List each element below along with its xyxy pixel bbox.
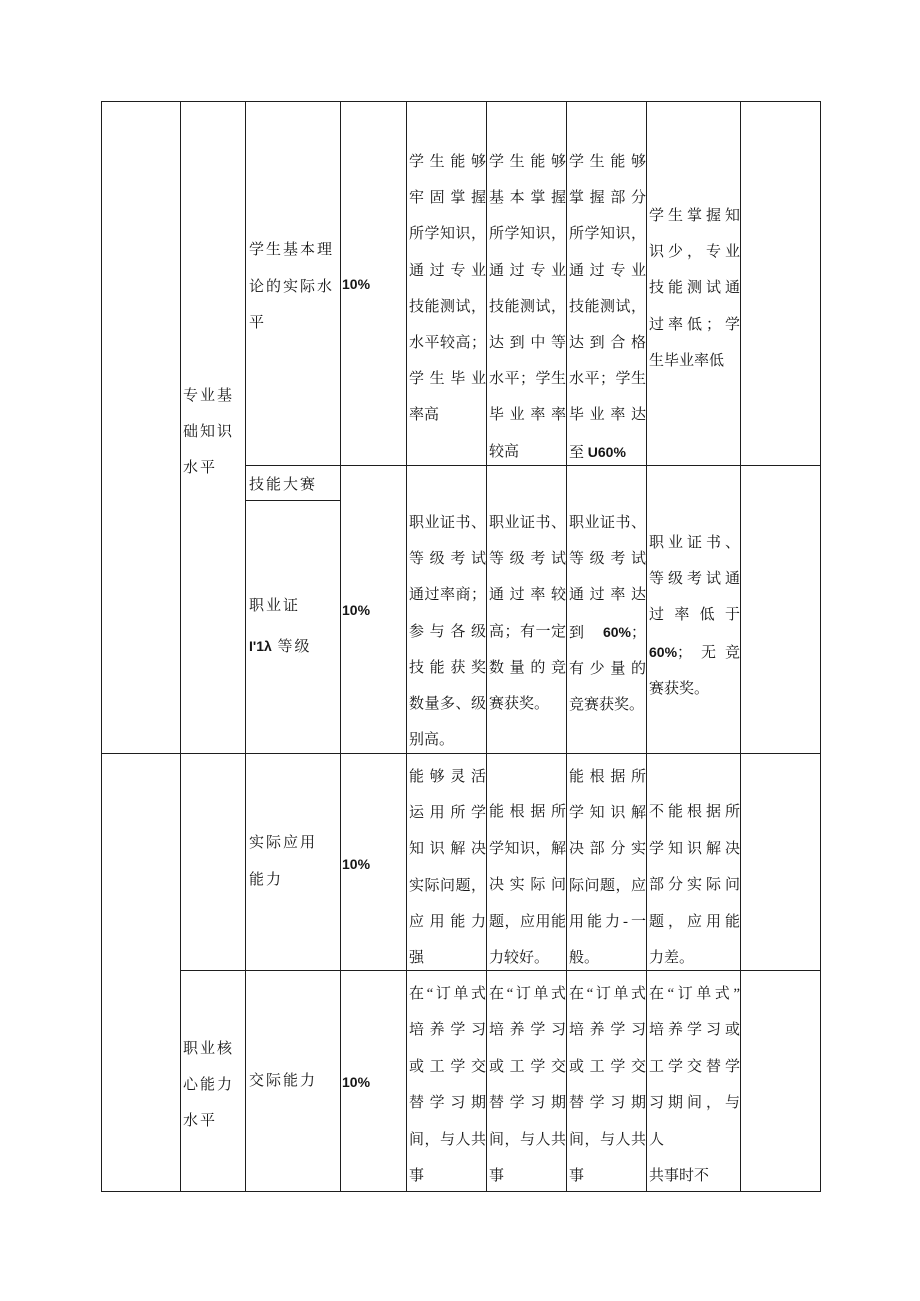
text-line: 实际问题，: [409, 877, 486, 894]
level-4-description: [649, 525, 740, 707]
text-line: 通过率较: [489, 587, 566, 604]
text-line: 事: [489, 1168, 505, 1185]
text-line: 际问题，应: [569, 877, 646, 894]
text-line: 率高: [409, 407, 440, 424]
text-line: [649, 634, 740, 671]
text-line: 或工学交: [489, 1058, 566, 1075]
text-line: 知识解决: [409, 841, 486, 858]
text-line: [569, 614, 646, 651]
blank-cell: [101, 753, 181, 1192]
text-line: 能力: [249, 871, 284, 888]
text-line: 毕业率率: [489, 407, 566, 424]
text-line: 决实际问: [489, 877, 566, 893]
level-2-description: [489, 505, 566, 722]
text-line: 间，与人共: [489, 1131, 566, 1148]
text-line: 部分实际问: [649, 877, 740, 893]
text-line: 达到中等: [489, 335, 566, 352]
text-line: 在“订单式: [409, 986, 486, 1002]
text-line: 水平；学生: [489, 371, 566, 388]
text-line: 学生能够: [569, 154, 646, 170]
text-line: 水平: [183, 460, 218, 476]
text-line: 学生能够: [409, 154, 486, 170]
text-line: 所学知识，: [409, 226, 486, 243]
bold-text: U60%: [587, 443, 626, 460]
level-2-description: [489, 144, 566, 470]
level-2-description: [489, 976, 566, 1194]
text-line: 高；有一定: [489, 623, 566, 640]
text-line: 能够灵活: [409, 769, 486, 785]
level-4-description: [649, 794, 740, 977]
level-1-description: [409, 144, 486, 434]
text-line: 学生能够: [489, 154, 566, 170]
text-line: 或工学交: [409, 1058, 486, 1075]
text-line: 在“订单式: [569, 986, 646, 1002]
text-line: 过率低；学: [649, 316, 740, 333]
blank-cell: [101, 101, 181, 754]
text-line: 决部分实: [569, 841, 646, 858]
text-line: 事: [409, 1168, 425, 1185]
level-4-description: [649, 198, 740, 379]
text-line: 交际能力: [249, 1073, 318, 1089]
text-line: 生毕业率低: [649, 352, 725, 369]
text-line: 赛获奖。: [649, 680, 710, 697]
weight-value: 10%: [342, 856, 371, 872]
level-3-description: [569, 976, 646, 1194]
bold-text: 60%: [602, 623, 631, 640]
level-3-description: [569, 144, 646, 471]
text-line: 技能测试，: [489, 298, 566, 315]
text-line: 能根据所: [489, 804, 566, 820]
text-line: 通过专业: [489, 262, 566, 279]
text-line: 学知识，解: [489, 840, 566, 857]
text-line: 技能获奖: [409, 659, 486, 676]
text-line: 工学交替学: [649, 1058, 740, 1075]
item-label: [249, 468, 339, 502]
text-line: 通过专业: [409, 262, 486, 279]
score-cell: [740, 970, 821, 1192]
text-line: 等级考试: [489, 551, 566, 568]
text-line: 培养学习: [409, 1022, 486, 1039]
text-line: 等级考试: [409, 551, 486, 568]
text-line: [569, 434, 646, 471]
text-line: 实际应用: [249, 835, 318, 851]
text-line: 通过率达: [569, 587, 646, 604]
text-line: 通过率商；: [409, 587, 486, 604]
text-line: 等级考试通: [649, 571, 740, 588]
score-cell: [740, 753, 821, 971]
text-line: 运用所学: [409, 805, 486, 822]
category-label: [183, 1031, 243, 1139]
text-segment: ；无竞: [677, 644, 740, 661]
text-line: 职业核: [183, 1041, 235, 1057]
text-line: 替学习期: [569, 1095, 646, 1112]
text-line: 或工学交: [569, 1058, 646, 1075]
text-line: 般。: [569, 950, 600, 967]
item-label: [249, 825, 339, 898]
text-line: 牢固掌握: [409, 190, 486, 207]
text-line: 识少，专业: [649, 244, 740, 261]
text-line: 技能测试通: [649, 280, 740, 297]
text-line: 间，与人共: [409, 1131, 486, 1148]
text-line: 替学习期: [489, 1095, 566, 1112]
text-line: 基本掌握: [489, 190, 566, 207]
text-line: 题，应用能: [649, 913, 740, 930]
text-line: 水平；学生: [569, 371, 646, 388]
text-line: 较高: [489, 443, 520, 460]
text-line: 学知识解: [569, 805, 646, 822]
text-line: 础知识: [183, 424, 235, 440]
level-3-description: [569, 505, 646, 723]
text-segment: 等级: [271, 639, 312, 655]
text-line: 掌握部分: [569, 190, 646, 207]
text-line: 培养学习: [489, 1022, 566, 1039]
level-2-description: [489, 794, 566, 977]
weight-value: 10%: [342, 602, 371, 618]
text-line: 赛获奖。: [489, 696, 550, 713]
text-line: 论的实际水: [249, 278, 335, 295]
text-line: 共事时不: [649, 1168, 710, 1185]
text-line: 用能力-一: [569, 913, 646, 930]
level-1-description: [409, 505, 486, 758]
text-line: 替学习期: [409, 1095, 486, 1112]
text-line: 所学知识，: [569, 226, 646, 243]
text-line: 技能测试，: [409, 298, 486, 315]
item-label: [249, 586, 339, 667]
text-line: 职业证书、: [569, 515, 646, 531]
item-label: [249, 1063, 339, 1100]
text-line: 等级考试: [569, 551, 646, 568]
text-line: 题，应用能: [489, 913, 566, 930]
text-line: 培养学习或: [649, 1022, 740, 1039]
text-line: 学生掌握知: [649, 208, 740, 224]
text-line: 数量的竞: [489, 659, 566, 676]
text-line: 竞赛获奖。: [569, 697, 645, 714]
text-segment: ；: [630, 624, 646, 641]
text-line: 技能大赛: [249, 477, 318, 493]
category-label: [183, 378, 243, 486]
text-line: 职业证书、: [409, 515, 486, 531]
text-line: 应用能力: [409, 913, 486, 930]
level-1-description: [409, 759, 486, 976]
text-line: 水平较高；: [409, 335, 486, 352]
text-line: 间，与人共: [569, 1131, 646, 1148]
text-line: 学生毕业: [409, 371, 486, 388]
text-line: 达到合格: [569, 335, 646, 352]
text-segment: 到: [569, 624, 603, 641]
text-line: 能根据所: [569, 769, 646, 785]
text-line: 参与各级: [409, 623, 486, 640]
text-line: 职业证: [249, 598, 301, 614]
level-3-description: [569, 759, 646, 976]
text-line: 强: [409, 950, 425, 967]
text-line: 所学知识，: [489, 226, 566, 243]
bold-text: I'1λ: [249, 638, 272, 654]
text-line: 习期间，与: [649, 1095, 740, 1112]
text-line: 技能测试，: [569, 298, 646, 315]
text-line: 不能根据所: [649, 804, 740, 820]
text-line: 在“订单式”: [649, 986, 740, 1002]
weight-value: 10%: [342, 276, 371, 292]
level-4-description: [649, 976, 740, 1194]
text-line: 职业证书、: [649, 535, 740, 551]
text-line: 在“订单式: [489, 986, 566, 1002]
text-line: [249, 626, 339, 667]
text-line: 通过专业: [569, 262, 646, 279]
text-line: 水平: [183, 1113, 218, 1129]
text-line: 别高。: [409, 732, 455, 749]
text-line: 力较好。: [489, 950, 550, 966]
category-cell: [180, 753, 246, 971]
text-segment: 至: [569, 444, 588, 461]
text-line: 力差。: [649, 950, 695, 966]
text-line: 事: [569, 1168, 585, 1185]
text-line: 有少量的: [569, 660, 646, 677]
score-cell: [740, 465, 821, 754]
score-cell: [740, 101, 821, 466]
text-line: 培养学习: [569, 1022, 646, 1039]
text-line: 学知识解决: [649, 840, 740, 857]
text-line: 人: [649, 1131, 665, 1148]
text-line: 心能力: [183, 1077, 235, 1093]
text-line: 毕业率达: [569, 407, 646, 424]
text-line: 专业基: [183, 388, 235, 404]
text-line: 学生基本理: [249, 242, 335, 258]
item-label: [249, 232, 339, 342]
level-1-description: [409, 976, 486, 1194]
bold-text: 60%: [649, 643, 678, 660]
weight-value: 10%: [342, 1074, 371, 1090]
text-line: 平: [249, 315, 267, 331]
text-line: 过率低于: [649, 607, 740, 624]
text-line: 职业证书、: [489, 515, 566, 531]
text-line: 数量多、级: [409, 696, 486, 713]
